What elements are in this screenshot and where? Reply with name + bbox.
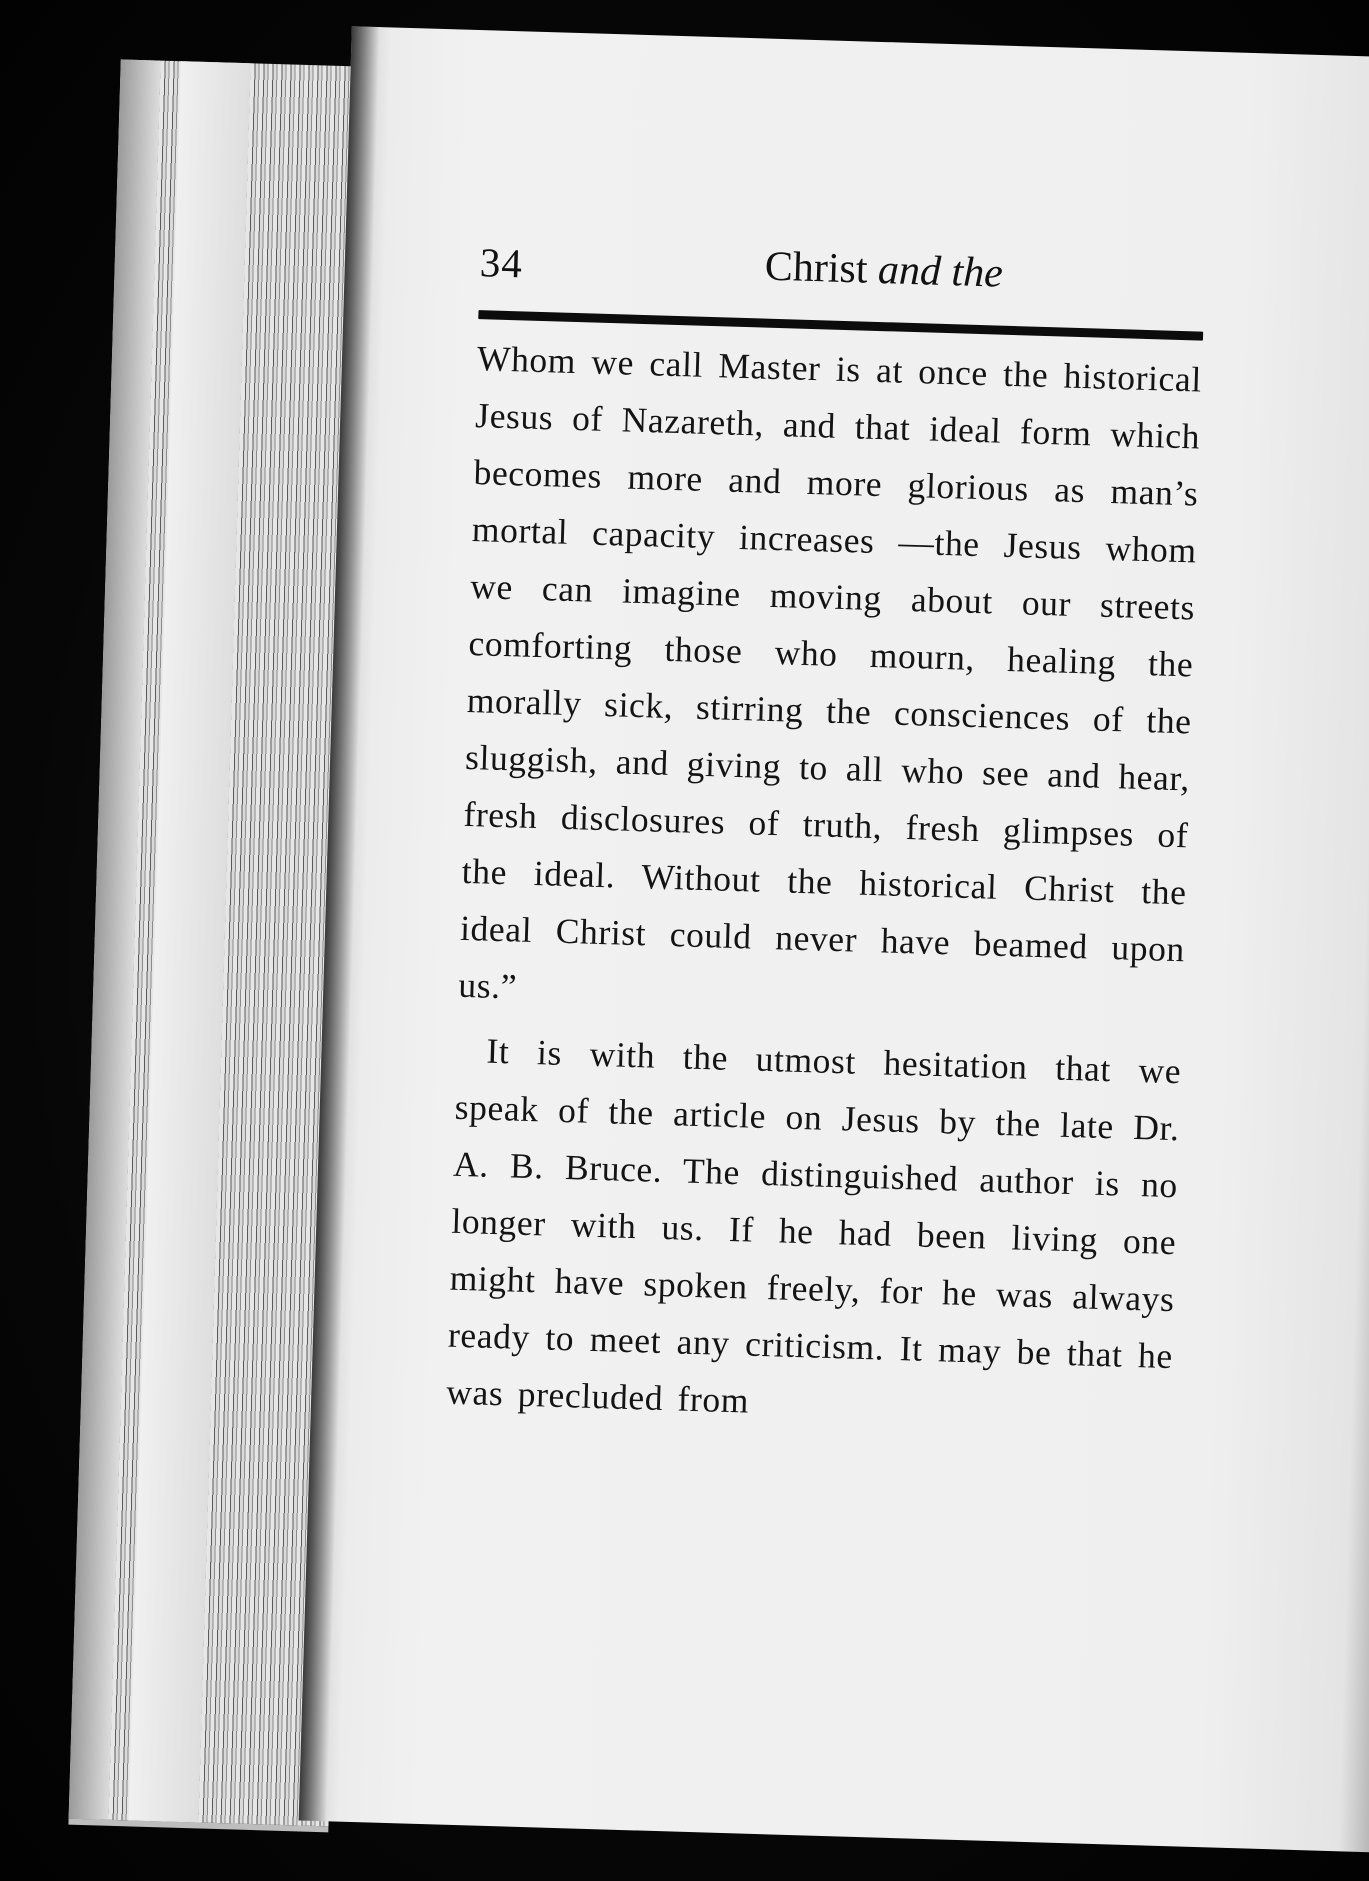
running-title (764, 243, 1003, 298)
paragraph-indent (456, 1062, 486, 1063)
book (69, 19, 1369, 1856)
running-head (479, 230, 1201, 321)
body-text (446, 330, 1203, 1442)
paragraph-new-text: It is with the utmost hesitation that we speak of the article on Jesus by the late Dr. A. B. Bruce. The distinguished author is no longer with us. If he had been living one might have spoken freely, for he was always ready to meet any criticism. It may be that he was precluded from (445, 1030, 1182, 1421)
running-title-italic: and the (877, 246, 1004, 297)
running-title-roman: Christ (764, 243, 869, 293)
book-page (299, 26, 1369, 1853)
paragraph-new (446, 1022, 1183, 1442)
paragraph-continued: Whom we call Master is at once the historical Jesus of Nazareth, and that ideal form which becomes more and more glorious as man’s mortal capacity increases —the Jesus whom we can imagine moving about our streets comforting those who mourn, healing the morally sick, stirring the consciences of the sluggish, and giving to all who see and hear, fresh disclosures of truth, fresh glimpses of the ideal. Without the historical Christ the ideal Christ could never have beamed upon us.” (457, 338, 1203, 1007)
page-number: 34 (479, 239, 524, 287)
